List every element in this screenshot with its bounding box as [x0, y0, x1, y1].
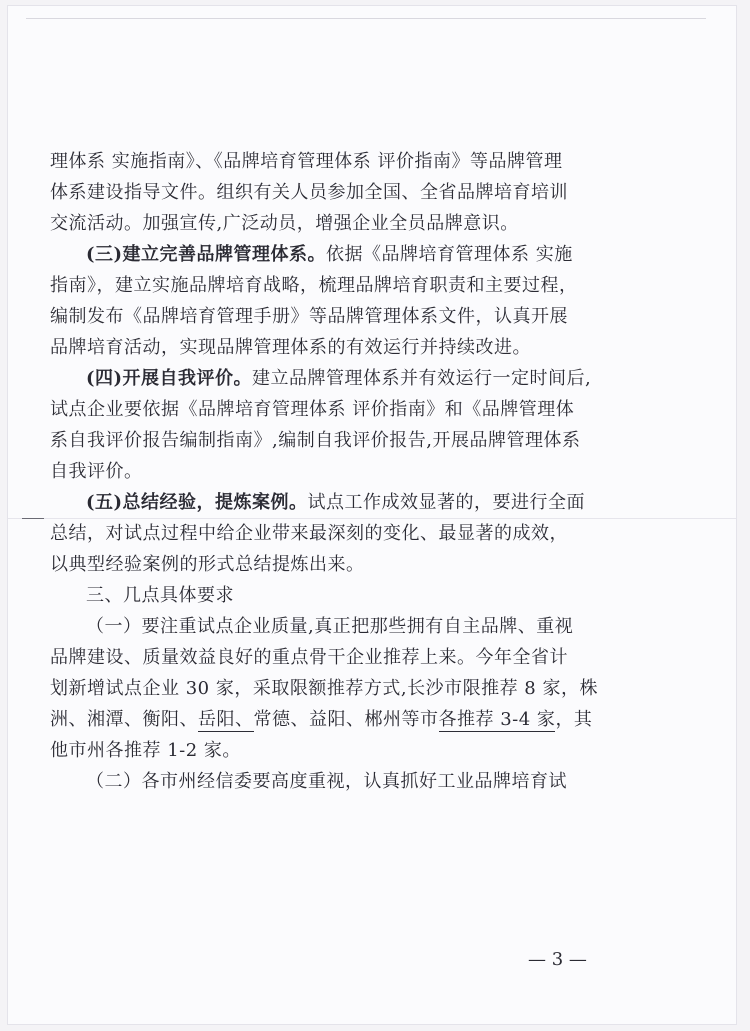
text-line [50, 239, 606, 270]
text-line [50, 487, 606, 518]
text-line: 指南》，建立实施品牌培育战略，梳理品牌培育职责和主要过程， [50, 275, 578, 296]
requirement-1 [50, 611, 606, 766]
text-line: 他市州各推荐 1-2 家。 [50, 740, 241, 761]
text-line: （一）要注重试点企业质量,真正把那些拥有自主品牌、重视 [86, 616, 574, 637]
text-run: 、益阳、郴州等市 [290, 709, 439, 730]
paragraph-heading: (五)总结经验，提炼案例。 [86, 492, 308, 513]
text-line: 交流活动。加强宣传,广泛动员，增强企业全员品牌意识。 [50, 213, 519, 234]
text-run: 试点工作成效显著的，要进行全面 [307, 492, 586, 513]
text-run: 建立品牌管理体系并有效运行一定时间后, [252, 368, 592, 389]
paragraph-3 [50, 363, 606, 487]
text-run: 依据《品牌培育管理体系 实施 [326, 244, 573, 265]
text-line: 试点企业要依据《品牌培育管理体系 评价指南》和《品牌管理体 [50, 399, 575, 420]
paragraph-heading: (四)开展自我评价。 [86, 368, 253, 389]
text-line: 自我评价。 [50, 461, 143, 482]
text-line: 品牌建设、质量效益良好的重点骨干企业推荐上来。今年全省计 [50, 647, 568, 668]
underlined-text: 岳阳、 [198, 709, 254, 730]
text-line [50, 704, 606, 735]
text-line: 编制发布《品牌培育管理手册》等品牌管理体系文件，认真开展 [50, 306, 568, 327]
text-line: （二）各市州经信委要高度重视，认真抓好工业品牌培育试 [86, 771, 567, 792]
text-run: ，其 [555, 709, 593, 730]
paragraph-1 [50, 146, 606, 239]
requirement-2 [50, 766, 606, 797]
paragraph-heading: (三)建立完善品牌管理体系。 [86, 244, 327, 265]
page-top-edge [26, 18, 706, 19]
text-line: 理体系 实施指南》、《品牌培育管理体系 评价指南》等品牌管理 [50, 151, 563, 172]
text-line: 体系建设指导文件。组织有关人员参加全国、全省品牌培育培训 [50, 182, 568, 203]
page-number: — 3 — [528, 949, 587, 970]
text-line [50, 363, 606, 394]
underlined-text: 各推荐 3-4 家 [438, 709, 556, 730]
text-run: 洲、湘潭、衡阳、 [50, 709, 198, 730]
section-heading: 三、几点具体要求 [86, 585, 234, 606]
fold-mark [22, 518, 44, 519]
document-page [8, 6, 736, 1024]
text-line: 以典型经验案例的形式总结提炼出来。 [50, 554, 365, 575]
paragraph-2 [50, 239, 606, 363]
text-run: 常德 [253, 709, 291, 730]
text-line: 划新增试点企业 30 家，采取限额推荐方式,长沙市限推荐 8 家，株 [50, 678, 598, 699]
text-line: 品牌培育活动，实现品牌管理体系的有效运行并持续改进。 [50, 337, 531, 358]
paragraph-4 [50, 487, 606, 580]
text-line: 总结，对试点过程中给企业带来最深刻的变化、最显著的成效， [50, 523, 568, 544]
text-line: 系自我评价报告编制指南》,编制自我评价报告,开展品牌管理体系 [50, 430, 581, 451]
document-body [50, 146, 606, 797]
